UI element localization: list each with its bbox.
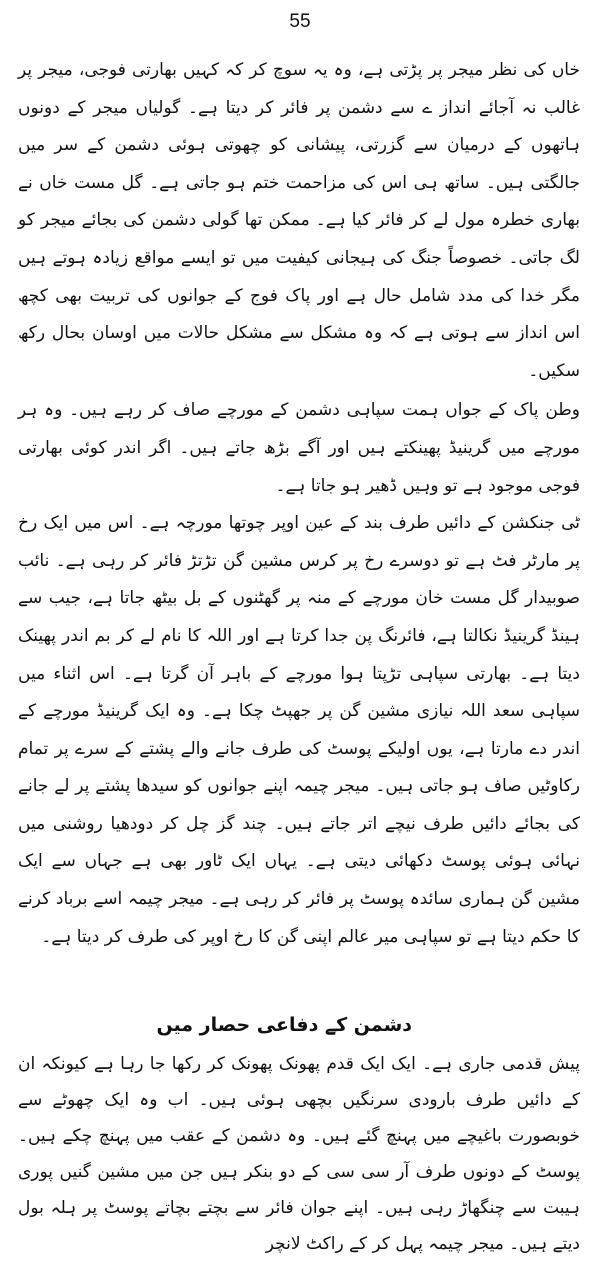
- paragraph: خاں کی نظر میجر پر پڑتی ہے، وہ یہ سوچ کر کہ کہیں بھارتی فوجی، میجر پر غالب نہ آجائے انداز ے سے دشمن پر فائر کر دیتا ہے۔ گولیاں میجر کے دونوں ہاتھوں کے درمیان سے گزرتی، پیشانی کو چھوتی ہوئی دشمن کے سر میں جالگتی ہیں۔ ساتھ ہی اس کی مزاحمت ختم ہو جاتی ہے۔ گل مست خاں نے بھاری خطرہ مول لے کر فائر کیا ہے۔ ممکن تھا گولی دشمن کی بجائے میجر کو لگ جاتی۔ خصوصاً جنگ کی ہیجانی کیفیت میں تو ایسے مواقع زیادہ ہوتے ہیں مگر خدا کی مدد شامل حال ہے اور پاک فوج کے جوانوں کی تربیت بھی کچھ اس انداز سے ہوتی ہے کہ وہ مشکل سے مشکل حالات میں اوسان بحال رکھ سکیں۔: [18, 60, 580, 381]
- page-number: 55: [289, 11, 311, 32]
- paragraph: وطن پاک کے جواں ہمت سپاہی دشمن کے مورچے صاف کر رہے ہیں۔ وہ ہر مورچے میں گرینیڈ پھینکتے ہیں اور آگے بڑھ جاتے ہیں۔ اگر اندر کوئی بھارتی فوجی موجود ہے تو وہیں ڈھیر ہو جاتا ہے۔: [18, 400, 580, 496]
- section-heading: دشمن کے دفاعی حصار میں: [156, 1014, 412, 1037]
- paragraph: ٹی جنکشن کے دائیں طرف بند کے عین اوپر چوتھا مورچہ ہے۔ اس میں ایک رخ پر مارٹر فٹ ہے تو دوسرے رخ پر کرس مشین گن تڑتڑ فائر کر رہی ہے۔ نائب صوبیدار گل مست خان مورچے کے منہ پر گھٹنوں کے بل بیٹھ جاتا ہے، جیب سے ہینڈ گرینیڈ نکالتا ہے، فائرنگ پن جدا کرتا ہے اور اللہ کا نام لے کر بم اندر پھینک دیتا ہے۔ بھارتی سپاہی تڑپتا ہوا مورچے کے باہر آن گرتا ہے۔ اس اثناء میں سپاہی سعد اللہ نیازی مشین گن پر جھپٹ چکا ہے۔ وہ ایک گرینیڈ مورچے کے اندر دے مارتا ہے، یوں اولیکے پوسٹ کی طرف جانے والے پشتے کے سرے پر تمام رکاوٹیں صاف ہو جاتی ہیں۔ میجر چیمہ اپنے جوانوں کو سیدھا پشتے پر لے جانے کی بجائے دائیں طرف نیچے اتر جاتے ہیں۔ چند گز چل کر دودھیا روشنی میں نہائی ہوئی پوسٹ دکھائی دیتی ہے۔ یہاں ایک ٹاور بھی ہے جہاں سے ایک مشین گن ہماری سائدہ پوسٹ پر فائر کر رہی ہے۔ میجر چیمہ اسے برباد کرنے کا حکم دیتا ہے تو سپاہی میر عالم اپنی گن کا رخ اوپر کی طرف کر دیتا ہے۔: [18, 513, 580, 947]
- paragraph: پیش قدمی جاری ہے۔ ایک ایک قدم پھونک پھونک کر رکھا جا رہا ہے کیونکہ ان کے دائیں طرف بارودی سرنگیں بچھی ہوئی ہیں۔ اب وہ ایک چھوٹے سے خوبصورت باغیچے میں پہنچ گئے ہیں۔ وہ دشمن کے عقب میں پہنچ چکے ہیں۔ پوسٹ کے دونوں طرف آر سی سی کے دو بنکر ہیں جن میں مشین گنیں پوری ہیبت سے چنگھاڑ رہی ہیں۔ اپنے جوان فائر سے بچتے بچاتے پوسٹ پر ہلہ بول دیتے ہیں۔ میجر چیمہ پہل کر کے راکٹ لانچر: [18, 1054, 580, 1255]
- text-body: [18, 52, 580, 1262]
